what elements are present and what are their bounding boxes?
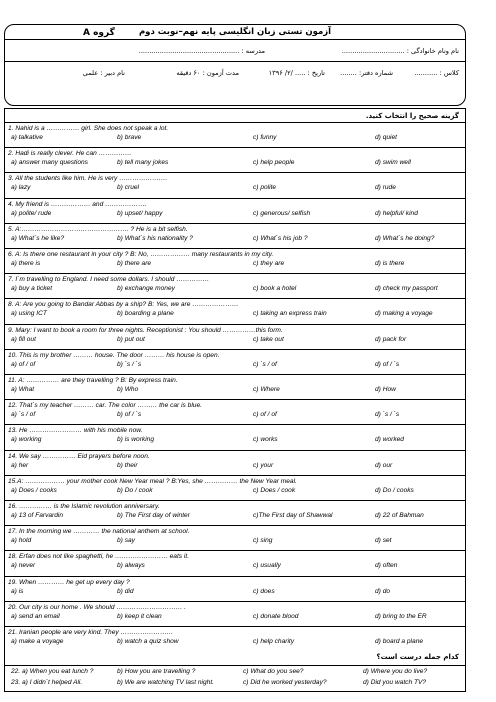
option-d[interactable]: d) 22 of Bahman [375, 512, 424, 519]
option-a[interactable]: a) 13 of Farvardin [11, 512, 64, 519]
option-b[interactable]: b) watch a quiz show [117, 638, 179, 645]
question-stem: 1. Nahid is a …………… girl. She does not speak a lot. [8, 125, 169, 132]
question-12 [5, 399, 465, 425]
option-c[interactable]: c) does [253, 587, 275, 595]
option-d[interactable]: d) often [375, 562, 398, 570]
question-7 [5, 273, 465, 299]
option-d[interactable]: d) check my passport [375, 285, 438, 293]
question-8 [5, 298, 465, 324]
question-4 [5, 198, 465, 224]
option-d[interactable]: d) quiet [375, 134, 397, 141]
q23-option-c[interactable]: c) Did he worked yesterday? [243, 679, 327, 686]
option-c[interactable]: c) generous/ selfish [253, 209, 311, 217]
option-b[interactable]: b) always [117, 562, 145, 570]
question-stem: 12. That`s my teacher ……… car. The color ……… the car is blue. [8, 402, 202, 410]
question-stem: 16. …………… is the Islamic revolution anniversary. [8, 503, 160, 510]
option-d[interactable]: d) board a plane [375, 638, 424, 645]
questions-box [4, 108, 466, 692]
duration-field: مدت آزمون : ۶۰ دقیقه [176, 69, 239, 77]
question-stem: 17. In the morning we ………… the national anthem at school. [8, 528, 190, 536]
option-b[interactable]: b) put out [117, 335, 145, 343]
option-c[interactable]: c) `s / of [253, 360, 277, 368]
header-divider [5, 61, 465, 62]
option-d[interactable]: d) worked [375, 436, 404, 444]
option-d[interactable]: d) `s / `s [375, 411, 400, 419]
question-10 [5, 349, 465, 375]
option-b[interactable]: b) Do / cook [117, 486, 153, 494]
option-d[interactable]: d) swim well [375, 159, 411, 167]
q23-option-d[interactable]: d) Did you watch TV? [363, 679, 427, 686]
exam-header [4, 24, 466, 106]
option-a[interactable]: a) working [11, 436, 42, 444]
question-3 [5, 172, 465, 198]
option-d[interactable]: d) bring to the ER [375, 612, 427, 620]
option-a[interactable]: a) `s / of [11, 411, 36, 419]
q22-option-b[interactable]: b) How you are travelling ? [117, 668, 196, 675]
option-b[interactable]: b) tell many jokes [117, 159, 169, 167]
option-b[interactable]: b) What`s his nationality ? [117, 234, 193, 242]
q22-option-a[interactable]: 22. a) When you eat lunch ? [11, 668, 94, 675]
question-5 [5, 223, 465, 249]
question-stem: 10. This is my brother ……… house. The door ……… his house is open. [8, 351, 220, 359]
option-c[interactable]: c) funny [253, 134, 277, 141]
question-stem: 4. My friend is ……………… and ………………. [8, 200, 147, 208]
option-d[interactable]: d) of / `s [375, 360, 400, 368]
question-2 [5, 147, 465, 173]
option-d[interactable]: d) How [375, 386, 396, 393]
question-22-23 [5, 665, 465, 694]
option-c[interactable]: c) of / of [253, 411, 277, 419]
option-a[interactable]: a) is [11, 587, 24, 595]
question-stem: 8. A: Are you going to Bandar Abbas by a ship? B: Yes, we are ………………… [8, 301, 239, 309]
option-a[interactable]: a) her [11, 461, 29, 469]
option-a[interactable]: a) using ICT [11, 310, 47, 318]
option-b[interactable]: b) upset/ happy [117, 209, 163, 217]
exam-title: آزمون تستی زبان انگلیسی پایه نهم–نوبت دوم [138, 27, 332, 37]
school-field: مدرسه : ................................................ [138, 47, 265, 55]
option-c[interactable]: c)The First day of Shawwal [253, 512, 333, 519]
option-b[interactable]: b) brave [117, 134, 142, 141]
option-d[interactable]: d) pack for [375, 335, 407, 343]
question-stem: 19. When ………… he get up every day ? [8, 578, 130, 586]
question-stem: 5. A:…………………………………………. ? He is a bit selfish. [8, 225, 188, 233]
option-c[interactable]: c) Where [253, 386, 280, 393]
question-stem: 18. Erfan does not like spaghetti, he …………………… eats it. [8, 553, 190, 561]
option-c[interactable]: c) Does / cook [253, 486, 296, 494]
option-a[interactable]: a) of / of [11, 360, 36, 368]
question-9 [5, 324, 465, 350]
option-c[interactable]: c) help people [253, 159, 295, 167]
option-a[interactable]: a) buy a ticket [11, 285, 53, 293]
option-c[interactable]: c) works [253, 436, 278, 444]
option-d[interactable]: d) making a voyage [375, 310, 433, 318]
option-b[interactable]: b) The First day of winter [117, 512, 190, 519]
option-c[interactable]: c) sing [253, 537, 273, 545]
option-d[interactable]: d) do [375, 587, 391, 595]
option-d[interactable]: d) helpful/ kind [375, 209, 418, 217]
question-stem: 3. All the students like him. He is very …………………. [8, 175, 168, 183]
option-a[interactable]: a) make a voyage [11, 638, 64, 645]
option-a[interactable]: a) answer many questions [11, 159, 88, 167]
question-stem: 15.A: ……………… your mother cook New Year meal ? B:Yes, she …………… the New Year meal. [8, 477, 297, 485]
option-a[interactable]: a) talkative [11, 134, 43, 141]
q23-option-b[interactable]: b) We are watching TV last night. [117, 679, 214, 686]
question-stem: 21. Iranian people are very kind. They …………………… [8, 629, 174, 636]
date-field: تاریخ : ..... /۲/ ۱۳۹۶ [268, 69, 325, 77]
question-18 [5, 550, 465, 576]
option-c[interactable]: c) polite [253, 184, 277, 192]
option-d[interactable]: d) rude [375, 184, 396, 192]
option-c[interactable]: c) usually [253, 562, 281, 570]
question-15 [5, 475, 465, 501]
question-20 [5, 601, 465, 627]
option-c[interactable]: c) book a hotel [253, 285, 297, 293]
option-b[interactable]: b) did [117, 587, 134, 595]
student-name-field: نام ونام خانوادگی : .............................. [341, 47, 459, 55]
option-a[interactable]: a) polite/ rude [11, 209, 52, 217]
option-a[interactable]: a) never [11, 562, 36, 570]
option-a[interactable]: a) What [11, 386, 35, 393]
option-b[interactable]: b) keep it clean [117, 612, 162, 620]
class-field: کلاس : ........... [414, 69, 459, 77]
option-c[interactable]: c) take out [253, 335, 284, 343]
question-19 [5, 576, 465, 602]
option-b[interactable]: b) Who [117, 386, 139, 393]
question-13 [5, 424, 465, 450]
option-d[interactable]: d) Do / cooks [375, 486, 414, 494]
option-a[interactable]: a) send an email [11, 612, 60, 620]
teacher-field: نام دبیر : علمی [82, 69, 125, 77]
question-stem: 2. Hadi is really clever. He can …………… [8, 150, 132, 158]
option-c[interactable]: c) donate blood [253, 612, 299, 620]
option-d[interactable]: d) set [375, 537, 392, 545]
option-b[interactable]: b) their [117, 461, 138, 469]
option-a[interactable]: a) there is [11, 260, 41, 267]
option-a[interactable]: a) fill out [11, 335, 36, 343]
group-label: گروه A [83, 28, 115, 38]
question-17 [5, 525, 465, 551]
question-16 [5, 500, 465, 526]
option-b[interactable]: b) exchange money [117, 285, 175, 293]
q23-option-a[interactable]: 23. a) I didn`t helped Ali. [11, 679, 83, 686]
option-b[interactable]: b) cruel [117, 184, 139, 192]
option-a[interactable]: a) hold [11, 537, 32, 545]
q22-option-d[interactable]: d) Where you do live? [363, 668, 428, 675]
option-b[interactable]: b) boarding a plane [117, 310, 174, 318]
question-1 [5, 122, 465, 148]
question-21 [5, 626, 465, 652]
option-b[interactable]: b) there are [117, 260, 152, 267]
question-stem: 13. He …………………… with his mobile now. [8, 427, 143, 435]
option-c[interactable]: c) they are [253, 260, 285, 267]
header-divider [5, 39, 465, 40]
option-c[interactable]: c) taking an express train [253, 310, 327, 318]
option-b[interactable]: b) of / `s [117, 411, 142, 419]
question-stem: 14. We say …………… Eid prayers before noon. [8, 452, 150, 460]
question-stem: 7. I`m travelling to England. I need some dollars. I should …………… [8, 276, 210, 284]
question-stem: 6. A: Is there one restaurant in your city ? B: No, ……………… many restaurants in my city. [8, 251, 274, 258]
option-a[interactable]: a) Does / cooks [11, 486, 57, 494]
option-c[interactable]: c) your [253, 461, 274, 469]
question-stem: 20. Our city is our home . We should ………………………… . [8, 603, 186, 611]
option-a[interactable]: a) lazy [11, 184, 31, 192]
option-c[interactable]: c) What`s his job ? [253, 234, 308, 242]
option-c[interactable]: c) help charity [253, 638, 295, 645]
option-d[interactable]: d) our [375, 461, 393, 469]
option-a[interactable]: a) What`s he like? [11, 234, 65, 242]
option-b[interactable]: b) `s / `s [117, 360, 142, 368]
option-b[interactable]: b) say [117, 537, 135, 545]
option-b[interactable]: b) is working [117, 436, 155, 444]
question-stem: 11. A: …………… are they travelling ? B: By express train. [8, 377, 178, 384]
question-11 [5, 374, 465, 400]
question-stem: 9. Mary: I want to book a room for three nights. Receptionist : You should ……………this form. [8, 326, 283, 334]
q22-option-c[interactable]: c) What do you see? [243, 668, 304, 675]
question-6 [5, 248, 465, 274]
section-instruction: گزینه صحیح را انتخاب کنید. [365, 112, 459, 120]
section2-instruction: کدام جمله درست است؟ [376, 653, 459, 661]
option-d[interactable]: d) is there [375, 260, 405, 267]
question-14 [5, 450, 465, 476]
notebook-number-field: شماره دفتر: ........ [340, 69, 393, 77]
option-d[interactable]: d) What`s he doing? [375, 234, 435, 242]
